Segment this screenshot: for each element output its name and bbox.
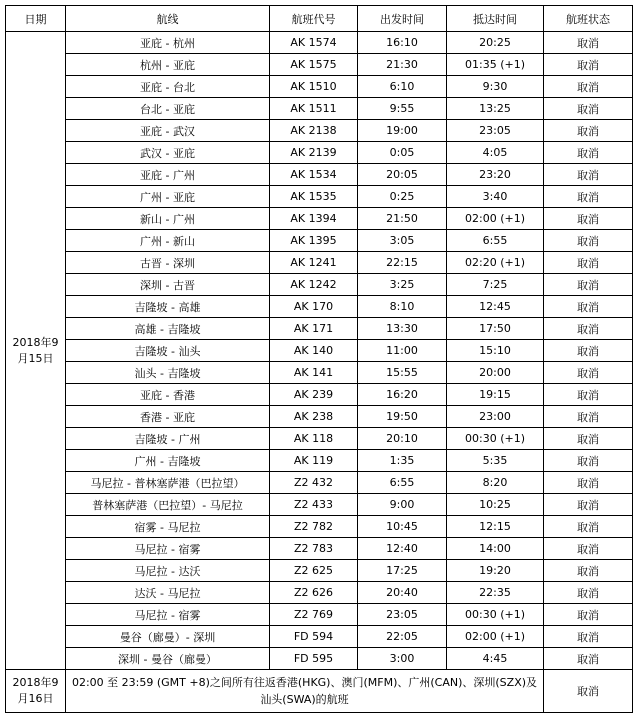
arrival-time-cell: 6:55 (447, 230, 544, 252)
status-cell: 取消 (544, 76, 633, 98)
status-cell: 取消 (544, 142, 633, 164)
flight-number-cell: AK 2139 (270, 142, 358, 164)
departure-time-cell: 9:55 (358, 98, 447, 120)
departure-time-cell: 22:15 (358, 252, 447, 274)
arrival-time-cell: 23:05 (447, 120, 544, 142)
departure-time-cell: 12:40 (358, 538, 447, 560)
departure-time-cell: 13:30 (358, 318, 447, 340)
status-cell: 取消 (544, 604, 633, 626)
flight-number-cell: AK 140 (270, 340, 358, 362)
arrival-time-cell: 12:45 (447, 296, 544, 318)
arrival-time-cell: 00:30 (+1) (447, 428, 544, 450)
status-cell: 取消 (544, 98, 633, 120)
flight-number-cell: AK 141 (270, 362, 358, 384)
arrival-time-cell: 12:15 (447, 516, 544, 538)
route-cell: 广州 - 新山 (66, 230, 270, 252)
arrival-time-cell: 17:50 (447, 318, 544, 340)
route-cell: 亚庇 - 杭州 (66, 32, 270, 54)
flight-number-cell: AK 1511 (270, 98, 358, 120)
departure-time-cell: 9:00 (358, 494, 447, 516)
departure-time-cell: 19:50 (358, 406, 447, 428)
departure-time-cell: 16:20 (358, 384, 447, 406)
arrival-time-cell: 02:00 (+1) (447, 208, 544, 230)
flight-number-cell: AK 1241 (270, 252, 358, 274)
departure-time-cell: 3:25 (358, 274, 447, 296)
departure-time-cell: 0:05 (358, 142, 447, 164)
table-row (6, 450, 633, 472)
arrival-time-cell: 10:25 (447, 494, 544, 516)
departure-time-cell: 20:05 (358, 164, 447, 186)
arrival-time-cell: 4:45 (447, 648, 544, 670)
table-row (6, 230, 633, 252)
table-row (6, 208, 633, 230)
flight-number-cell: AK 1534 (270, 164, 358, 186)
route-cell: 亚庇 - 武汉 (66, 120, 270, 142)
status-cell: 取消 (544, 208, 633, 230)
header-date: 日期 (6, 6, 66, 32)
arrival-time-cell: 01:35 (+1) (447, 54, 544, 76)
table-row (6, 582, 633, 604)
route-cell: 吉隆坡 - 汕头 (66, 340, 270, 362)
route-cell: 高雄 - 吉隆坡 (66, 318, 270, 340)
flight-number-cell: AK 2138 (270, 120, 358, 142)
route-cell: 广州 - 吉隆坡 (66, 450, 270, 472)
cancellation-note: 02:00 至 23:59 (GMT +8)之间所有往返香港(HKG)、澳门(MFM)、广州(CAN)、深圳(SZX)及汕头(SWA)的航班 (66, 670, 544, 713)
status-cell: 取消 (544, 32, 633, 54)
arrival-time-cell: 22:35 (447, 582, 544, 604)
route-cell: 杭州 - 亚庇 (66, 54, 270, 76)
arrival-time-cell: 19:20 (447, 560, 544, 582)
departure-time-cell: 11:00 (358, 340, 447, 362)
departure-time-cell: 20:40 (358, 582, 447, 604)
arrival-time-cell: 3:40 (447, 186, 544, 208)
date-cell: 2018年9月16日 (6, 670, 66, 713)
route-cell: 吉隆坡 - 广州 (66, 428, 270, 450)
flight-cancellation-table (5, 5, 633, 713)
route-cell: 普林塞萨港（巴拉望）- 马尼拉 (66, 494, 270, 516)
status-cell: 取消 (544, 318, 633, 340)
status-cell: 取消 (544, 164, 633, 186)
route-cell: 马尼拉 - 达沃 (66, 560, 270, 582)
departure-time-cell: 3:00 (358, 648, 447, 670)
departure-time-cell: 6:55 (358, 472, 447, 494)
flight-number-cell: AK 1394 (270, 208, 358, 230)
flight-number-cell: AK 1395 (270, 230, 358, 252)
departure-time-cell: 19:00 (358, 120, 447, 142)
flight-number-cell: AK 170 (270, 296, 358, 318)
status-cell: 取消 (544, 428, 633, 450)
route-cell: 深圳 - 曼谷（廊曼） (66, 648, 270, 670)
departure-time-cell: 1:35 (358, 450, 447, 472)
header-status: 航班状态 (544, 6, 633, 32)
table-row (6, 538, 633, 560)
departure-time-cell: 20:10 (358, 428, 447, 450)
table-row (6, 98, 633, 120)
route-cell: 香港 - 亚庇 (66, 406, 270, 428)
status-cell: 取消 (544, 406, 633, 428)
route-cell: 曼谷（廊曼）- 深圳 (66, 626, 270, 648)
departure-time-cell: 22:05 (358, 626, 447, 648)
date-cell: 2018年9月15日 (6, 32, 66, 670)
arrival-time-cell: 23:00 (447, 406, 544, 428)
header-departure: 出发时间 (358, 6, 447, 32)
arrival-time-cell: 23:20 (447, 164, 544, 186)
flight-number-cell: FD 594 (270, 626, 358, 648)
flight-number-cell: Z2 626 (270, 582, 358, 604)
departure-time-cell: 21:50 (358, 208, 447, 230)
departure-time-cell: 23:05 (358, 604, 447, 626)
table-header-row (6, 6, 633, 32)
flight-number-cell: AK 1510 (270, 76, 358, 98)
route-cell: 马尼拉 - 宿雾 (66, 538, 270, 560)
route-cell: 马尼拉 - 宿雾 (66, 604, 270, 626)
header-flight-no: 航班代号 (270, 6, 358, 32)
table-row-group2 (6, 670, 633, 713)
table-row (6, 340, 633, 362)
table-row (6, 384, 633, 406)
arrival-time-cell: 02:00 (+1) (447, 626, 544, 648)
table-row (6, 516, 633, 538)
status-cell: 取消 (544, 516, 633, 538)
arrival-time-cell: 20:25 (447, 32, 544, 54)
status-cell: 取消 (544, 362, 633, 384)
route-cell: 广州 - 亚庇 (66, 186, 270, 208)
arrival-time-cell: 20:00 (447, 362, 544, 384)
status-cell: 取消 (544, 472, 633, 494)
flight-number-cell: AK 1535 (270, 186, 358, 208)
table-row (6, 406, 633, 428)
route-cell: 深圳 - 古晋 (66, 274, 270, 296)
arrival-time-cell: 5:35 (447, 450, 544, 472)
table-row (6, 76, 633, 98)
flight-number-cell: AK 1574 (270, 32, 358, 54)
table-row (6, 318, 633, 340)
status-cell: 取消 (544, 582, 633, 604)
departure-time-cell: 6:10 (358, 76, 447, 98)
status-cell: 取消 (544, 494, 633, 516)
status-cell: 取消 (544, 54, 633, 76)
table-row (6, 362, 633, 384)
departure-time-cell: 3:05 (358, 230, 447, 252)
departure-time-cell: 17:25 (358, 560, 447, 582)
flight-number-cell: AK 238 (270, 406, 358, 428)
departure-time-cell: 10:45 (358, 516, 447, 538)
status-cell: 取消 (544, 384, 633, 406)
status-cell: 取消 (544, 670, 633, 713)
route-cell: 武汉 - 亚庇 (66, 142, 270, 164)
flight-number-cell: AK 1242 (270, 274, 358, 296)
status-cell: 取消 (544, 450, 633, 472)
departure-time-cell: 21:30 (358, 54, 447, 76)
header-arrival: 抵达时间 (447, 6, 544, 32)
status-cell: 取消 (544, 538, 633, 560)
route-cell: 亚庇 - 台北 (66, 76, 270, 98)
arrival-time-cell: 4:05 (447, 142, 544, 164)
status-cell: 取消 (544, 340, 633, 362)
arrival-time-cell: 02:20 (+1) (447, 252, 544, 274)
status-cell: 取消 (544, 560, 633, 582)
flight-number-cell: Z2 782 (270, 516, 358, 538)
arrival-time-cell: 19:15 (447, 384, 544, 406)
route-cell: 新山 - 广州 (66, 208, 270, 230)
flight-number-cell: Z2 769 (270, 604, 358, 626)
route-cell: 古晋 - 深圳 (66, 252, 270, 274)
header-route: 航线 (66, 6, 270, 32)
flight-number-cell: Z2 432 (270, 472, 358, 494)
flight-number-cell: Z2 433 (270, 494, 358, 516)
flight-number-cell: AK 171 (270, 318, 358, 340)
arrival-time-cell: 9:30 (447, 76, 544, 98)
table-row (6, 428, 633, 450)
arrival-time-cell: 15:10 (447, 340, 544, 362)
flight-number-cell: AK 1575 (270, 54, 358, 76)
status-cell: 取消 (544, 648, 633, 670)
table-row (6, 252, 633, 274)
route-cell: 亚庇 - 香港 (66, 384, 270, 406)
arrival-time-cell: 8:20 (447, 472, 544, 494)
route-cell: 吉隆坡 - 高雄 (66, 296, 270, 318)
route-cell: 亚庇 - 广州 (66, 164, 270, 186)
arrival-time-cell: 7:25 (447, 274, 544, 296)
flight-number-cell: AK 119 (270, 450, 358, 472)
status-cell: 取消 (544, 274, 633, 296)
status-cell: 取消 (544, 120, 633, 142)
table-row (6, 494, 633, 516)
status-cell: 取消 (544, 626, 633, 648)
table-row (6, 32, 633, 54)
departure-time-cell: 8:10 (358, 296, 447, 318)
arrival-time-cell: 00:30 (+1) (447, 604, 544, 626)
arrival-time-cell: 13:25 (447, 98, 544, 120)
departure-time-cell: 16:10 (358, 32, 447, 54)
table-row (6, 54, 633, 76)
flight-number-cell: AK 239 (270, 384, 358, 406)
table-row (6, 274, 633, 296)
departure-time-cell: 0:25 (358, 186, 447, 208)
flight-number-cell: AK 118 (270, 428, 358, 450)
table-row (6, 472, 633, 494)
table-row (6, 142, 633, 164)
table-row (6, 560, 633, 582)
route-cell: 汕头 - 吉隆坡 (66, 362, 270, 384)
table-row (6, 296, 633, 318)
table-row (6, 648, 633, 670)
table-row (6, 164, 633, 186)
table-row (6, 186, 633, 208)
route-cell: 宿雾 - 马尼拉 (66, 516, 270, 538)
table-row (6, 604, 633, 626)
flight-number-cell: Z2 625 (270, 560, 358, 582)
status-cell: 取消 (544, 186, 633, 208)
departure-time-cell: 15:55 (358, 362, 447, 384)
status-cell: 取消 (544, 252, 633, 274)
route-cell: 达沃 - 马尼拉 (66, 582, 270, 604)
status-cell: 取消 (544, 296, 633, 318)
table-row (6, 626, 633, 648)
status-cell: 取消 (544, 230, 633, 252)
route-cell: 马尼拉 - 普林塞萨港（巴拉望） (66, 472, 270, 494)
flight-number-cell: Z2 783 (270, 538, 358, 560)
table-row (6, 120, 633, 142)
route-cell: 台北 - 亚庇 (66, 98, 270, 120)
arrival-time-cell: 14:00 (447, 538, 544, 560)
flight-number-cell: FD 595 (270, 648, 358, 670)
